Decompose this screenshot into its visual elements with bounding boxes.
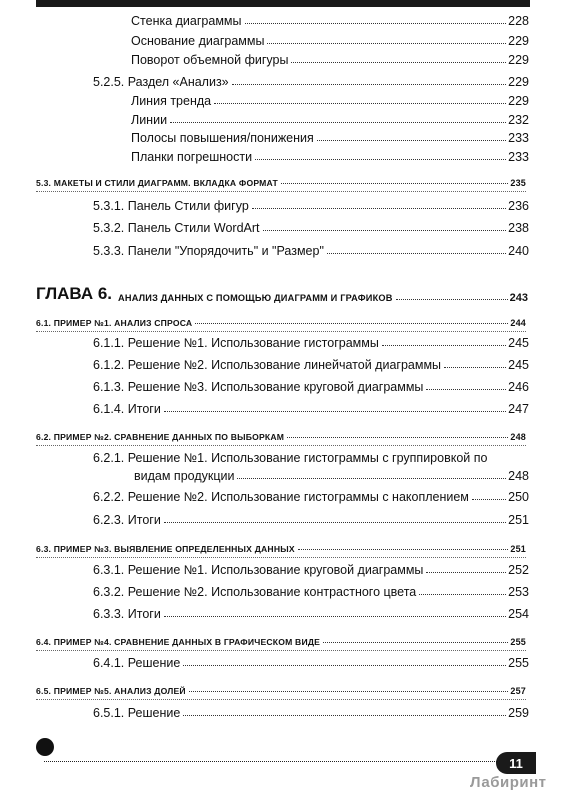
toc-entry[interactable] (131, 14, 529, 28)
chapter-page: 243 (509, 292, 528, 304)
toc-entry-page: 229 (508, 75, 529, 89)
toc-entry-page: 254 (508, 607, 529, 621)
toc-entry-title: 6.2.3. Итоги (93, 513, 161, 527)
chapter-title: АНАЛИЗ ДАННЫХ С ПОМОЩЬЮ ДИАГРАММ И ГРАФИКОВ (118, 293, 393, 303)
toc-entry-page: 251 (508, 513, 529, 527)
toc-entry-title: 6.1.2. Решение №2. Использование линейчатой диаграммы (93, 358, 442, 372)
toc-entry-title: 5.3.1. Панель Стили фигур (93, 199, 249, 213)
toc-entry-page: 240 (508, 244, 529, 258)
toc-entry-title-line2: видам продукции (134, 469, 235, 483)
footer-bullet-dot (36, 738, 54, 756)
toc-entry-title: 6.4.1. Решение (93, 656, 181, 670)
toc-section-heading[interactable] (36, 178, 526, 188)
section-title: 6.3. ПРИМЕР №3. ВЫЯВЛЕНИЕ ОПРЕДЕЛЕННЫХ ДАННЫХ (36, 544, 295, 554)
toc-entry-title: 6.1.1. Решение №1. Использование гистограммы (93, 336, 379, 350)
section-page: 257 (510, 686, 526, 696)
section-divider (36, 557, 526, 558)
toc-entry[interactable] (93, 563, 529, 577)
toc-section-heading[interactable] (36, 318, 526, 328)
toc-entry[interactable] (93, 358, 529, 372)
section-divider (36, 650, 526, 651)
section-divider (36, 699, 526, 700)
toc-entry[interactable] (93, 490, 529, 504)
toc-entry-page: 229 (508, 53, 529, 67)
toc-entry-page: 259 (508, 706, 529, 720)
toc-entry-title: Стенка диаграммы (131, 14, 242, 28)
toc-entry-page: 247 (508, 402, 529, 416)
section-title: 6.2. ПРИМЕР №2. СРАВНЕНИЕ ДАННЫХ ПО ВЫБОРКАМ (36, 432, 285, 442)
toc-entry[interactable] (93, 607, 529, 621)
toc-section-heading[interactable] (36, 432, 526, 442)
toc-entry-title: 6.1.3. Решение №3. Использование круговой диаграммы (93, 380, 424, 394)
section-page: 235 (510, 178, 526, 188)
section-title: 6.1. ПРИМЕР №1. АНАЛИЗ СПРОСА (36, 318, 193, 328)
top-rule (36, 0, 530, 7)
toc-entry[interactable] (131, 94, 529, 108)
toc-entry[interactable] (134, 469, 529, 483)
toc-entry[interactable] (93, 380, 529, 394)
toc-entry-title: Линия тренда (131, 94, 212, 108)
toc-entry-title: 5.3.3. Панели "Упорядочить" и "Размер" (93, 244, 324, 258)
toc-entry-page: 253 (508, 585, 529, 599)
toc-entry-title: 6.5.1. Решение (93, 706, 181, 720)
chapter-heading[interactable] (36, 284, 528, 304)
toc-entry[interactable] (93, 656, 529, 670)
toc-entry[interactable] (93, 402, 529, 416)
section-title: 6.5. ПРИМЕР №5. АНАЛИЗ ДОЛЕЙ (36, 686, 186, 696)
toc-entry-title: 6.3.1. Решение №1. Использование круговой диаграммы (93, 563, 424, 577)
toc-entry-title: 6.3.3. Итоги (93, 607, 161, 621)
section-divider (36, 445, 526, 446)
toc-entry-page: 228 (508, 14, 529, 28)
section-page: 248 (510, 432, 526, 442)
toc-entry-title: Основание диаграммы (131, 34, 265, 48)
toc-entry[interactable] (93, 336, 529, 350)
toc-entry[interactable] (93, 513, 529, 527)
section-divider (36, 331, 526, 332)
toc-entry[interactable] (131, 113, 529, 127)
toc-entry-title: Поворот объемной фигуры (131, 53, 289, 67)
toc-entry[interactable] (93, 706, 529, 720)
toc-entry[interactable] (93, 244, 529, 258)
chapter-label: ГЛАВА 6. (36, 284, 113, 303)
toc-entry-page: 233 (508, 150, 529, 164)
toc-entry-page: 246 (508, 380, 529, 394)
toc-entry[interactable] (93, 585, 529, 599)
toc-entry-page: 229 (508, 34, 529, 48)
page-number-badge: 11 (496, 752, 536, 774)
toc-entry-page: 245 (508, 358, 529, 372)
toc-entry[interactable] (131, 150, 529, 164)
toc-entry-page: 245 (508, 336, 529, 350)
section-title: 6.4. ПРИМЕР №4. СРАВНЕНИЕ ДАННЫХ В ГРАФИЧЕСКОМ ВИДЕ (36, 637, 321, 647)
toc-entry-page: 255 (508, 656, 529, 670)
toc-entry-page: 233 (508, 131, 529, 145)
toc-entry-page: 250 (508, 490, 529, 504)
toc-entry-title: 5.3.2. Панель Стили WordArt (93, 221, 260, 235)
toc-entry-page: 236 (508, 199, 529, 213)
toc-entry-title: Планки погрешности (131, 150, 253, 164)
toc-entry-title: Линии (131, 113, 168, 127)
toc-entry-title: 6.2.2. Решение №2. Использование гистограммы с накоплением (93, 490, 469, 504)
watermark-text: Лабиринт (470, 774, 547, 791)
section-title: 5.3. МАКЕТЫ И СТИЛИ ДИАГРАММ. ВКЛАДКА ФОРМАТ (36, 178, 278, 188)
section-page: 251 (510, 544, 526, 554)
toc-entry-title: 6.3.2. Решение №2. Использование контрастного цвета (93, 585, 417, 599)
toc-entry-page: 248 (508, 469, 529, 483)
toc-entry-page: 232 (508, 113, 529, 127)
toc-section-heading[interactable] (36, 544, 526, 554)
toc-entry[interactable] (131, 53, 529, 67)
section-page: 244 (510, 318, 526, 328)
toc-entry[interactable] (131, 34, 529, 48)
toc-entry[interactable] (131, 131, 529, 145)
toc-entry[interactable] (93, 199, 529, 213)
toc-section-heading[interactable] (36, 637, 526, 647)
section-page: 255 (510, 637, 526, 647)
toc-entry-title: Полосы повышения/понижения (131, 131, 314, 145)
toc-entry-page: 252 (508, 563, 529, 577)
toc-entry-page: 238 (508, 221, 529, 235)
toc-entry[interactable] (93, 75, 529, 89)
toc-entry-title-line1[interactable]: 6.2.1. Решение №1. Использование гистограммы с группировкой по (93, 451, 488, 465)
footer-dotted-rule (44, 761, 499, 762)
toc-entry-page: 229 (508, 94, 529, 108)
toc-entry-title: 5.2.5. Раздел «Анализ» (93, 75, 229, 89)
section-divider (36, 191, 526, 192)
toc-entry[interactable] (93, 221, 529, 235)
toc-section-heading[interactable] (36, 686, 526, 696)
toc-entry-title: 6.1.4. Итоги (93, 402, 161, 416)
